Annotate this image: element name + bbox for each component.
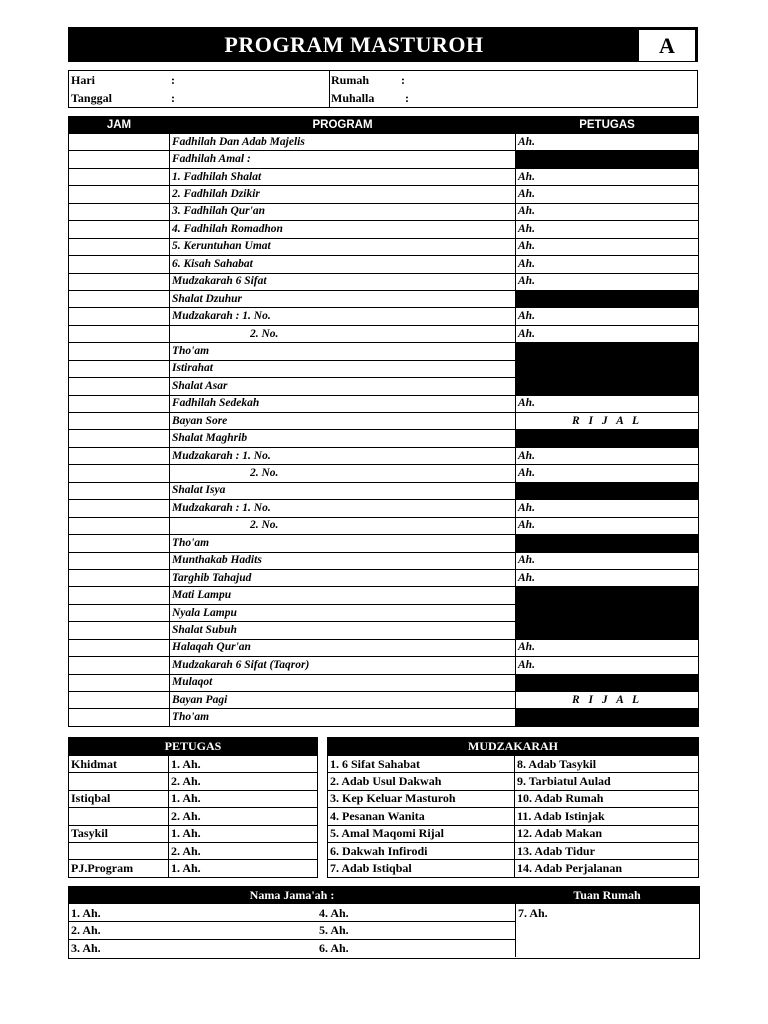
program-cell: Bayan Pagi	[170, 692, 516, 709]
petugas-cell	[516, 343, 699, 360]
program-cell: Bayan Sore	[170, 413, 516, 430]
petugas-role-cell	[69, 808, 169, 825]
petugas-cell: Ah.	[516, 465, 699, 482]
mudzakarah-row	[328, 790, 699, 807]
petugas-role-cell	[69, 773, 169, 790]
schedule-row	[69, 674, 699, 691]
petugas-cell: Ah.	[516, 134, 699, 151]
schedule-row	[69, 430, 699, 447]
petugas-cell: R I J A L	[516, 692, 699, 709]
mudzakarah-topic-cell: 9. Tarbiatul Aulad	[515, 773, 699, 790]
program-cell: Tho'am	[170, 535, 516, 552]
petugas-cell	[516, 535, 699, 552]
rumah-label: Rumah	[331, 73, 370, 87]
jam-cell	[69, 692, 170, 709]
program-cell: Mudzakarah : 1. No.	[170, 500, 516, 517]
jamaah-name-3: 3. Ah.	[71, 941, 101, 955]
petugas-row	[69, 825, 318, 842]
mudzakarah-row	[328, 825, 699, 842]
petugas-name-cell: 2. Ah.	[169, 808, 318, 825]
schedule-row	[69, 238, 699, 255]
program-cell: 6. Kisah Sahabat	[170, 256, 516, 273]
petugas-cell	[516, 360, 699, 377]
tanggal-label: Tanggal	[71, 91, 112, 105]
schedule-row	[69, 221, 699, 238]
program-cell: 1. Fadhilah Shalat	[170, 168, 516, 185]
petugas-name-cell: 1. Ah.	[169, 825, 318, 842]
petugas-cell: Ah.	[516, 552, 699, 569]
jamaah-box	[68, 886, 700, 959]
program-cell: Targhib Tahajud	[170, 569, 516, 586]
jamaah-name-6: 6. Ah.	[319, 941, 349, 955]
petugas-role-cell: Tasykil	[69, 825, 169, 842]
schedule-row	[69, 378, 699, 395]
schedule-row	[69, 186, 699, 203]
mudzakarah-topic-cell: 8. Adab Tasykil	[515, 756, 699, 773]
petugas-cell	[516, 290, 699, 307]
petugas-cell: Ah.	[516, 517, 699, 534]
page-title: PROGRAM MASTUROH	[224, 32, 484, 57]
petugas-cell: R I J A L	[516, 413, 699, 430]
schedule-row	[69, 552, 699, 569]
form-letter-badge: A	[638, 29, 696, 62]
program-cell: Tho'am	[170, 709, 516, 726]
petugas-cell: Ah.	[516, 500, 699, 517]
schedule-row	[69, 587, 699, 604]
petugas-cell	[516, 151, 699, 168]
program-cell: Tho'am	[170, 343, 516, 360]
jam-cell	[69, 308, 170, 325]
program-cell: Mulaqot	[170, 674, 516, 691]
hari-label: Hari	[71, 73, 95, 87]
mudzakarah-row	[328, 773, 699, 790]
schedule-row	[69, 256, 699, 273]
jamaah-row-line	[69, 921, 515, 922]
schedule-row	[69, 134, 699, 151]
program-cell: Nyala Lampu	[170, 604, 516, 621]
petugas-cell: Ah.	[516, 447, 699, 464]
petugas-cell: Ah.	[516, 325, 699, 342]
jamaah-name-5: 5. Ah.	[319, 923, 349, 937]
jam-cell	[69, 482, 170, 499]
jam-cell	[69, 622, 170, 639]
jam-cell	[69, 535, 170, 552]
jam-cell	[69, 256, 170, 273]
petugas-row	[69, 790, 318, 807]
program-cell: Fadhilah Dan Adab Majelis	[170, 134, 516, 151]
petugas-cell	[516, 604, 699, 621]
petugas-cell: Ah.	[516, 308, 699, 325]
program-cell: Shalat Maghrib	[170, 430, 516, 447]
jam-cell	[69, 604, 170, 621]
jam-cell	[69, 203, 170, 220]
jam-cell	[69, 447, 170, 464]
petugas-cell	[516, 587, 699, 604]
petugas-role-cell: Khidmat	[69, 756, 169, 773]
mudzakarah-topic-cell: 12. Adab Makan	[515, 825, 699, 842]
schedule-row	[69, 151, 699, 168]
muhalla-label: Muhalla	[331, 91, 375, 105]
petugas-name-cell: 1. Ah.	[169, 756, 318, 773]
petugas-cell	[516, 622, 699, 639]
program-cell: 2. No.	[170, 325, 516, 342]
jam-cell	[69, 657, 170, 674]
schedule-row	[69, 482, 699, 499]
petugas-cell: Ah.	[516, 273, 699, 290]
mudzakarah-topic-cell: 13. Adab Tidur	[515, 842, 699, 859]
jamaah-name-1: 1. Ah.	[71, 906, 101, 920]
jam-cell	[69, 639, 170, 656]
jamaah-title: Nama Jama'ah :	[249, 888, 335, 902]
hari-colon: :	[171, 73, 175, 87]
schedule-table	[68, 116, 699, 727]
jam-cell	[69, 395, 170, 412]
petugas-table	[68, 737, 318, 878]
info-divider	[329, 71, 330, 107]
program-cell: Munthakab Hadits	[170, 552, 516, 569]
jam-cell	[69, 343, 170, 360]
program-header: PROGRAM	[170, 117, 516, 134]
schedule-row	[69, 622, 699, 639]
program-cell: 4. Fadhilah Romadhon	[170, 221, 516, 238]
mudzakarah-row	[328, 756, 699, 773]
jam-cell	[69, 674, 170, 691]
schedule-row	[69, 325, 699, 342]
jam-cell	[69, 168, 170, 185]
schedule-row	[69, 709, 699, 726]
schedule-row	[69, 343, 699, 360]
petugas-cell: Ah.	[516, 221, 699, 238]
jam-cell	[69, 430, 170, 447]
program-cell: 2. Fadhilah Dzikir	[170, 186, 516, 203]
petugas-cell	[516, 709, 699, 726]
schedule-row	[69, 168, 699, 185]
petugas-cell: Ah.	[516, 569, 699, 586]
schedule-row	[69, 657, 699, 674]
program-cell: Mudzakarah 6 Sifat	[170, 273, 516, 290]
schedule-row	[69, 692, 699, 709]
schedule-row	[69, 413, 699, 430]
program-cell: Halaqah Qur'an	[170, 639, 516, 656]
petugas-name-cell: 1. Ah.	[169, 860, 318, 877]
schedule-row	[69, 535, 699, 552]
tuan-rumah-title: Tuan Rumah	[573, 888, 641, 902]
program-cell: 3. Fadhilah Qur'an	[170, 203, 516, 220]
program-cell: Mudzakarah 6 Sifat (Taqror)	[170, 657, 516, 674]
program-cell: Mati Lampu	[170, 587, 516, 604]
page-header	[68, 27, 698, 62]
petugas-cell: Ah.	[516, 639, 699, 656]
jam-cell	[69, 151, 170, 168]
petugas-cell: Ah.	[516, 238, 699, 255]
petugas-cell: Ah.	[516, 203, 699, 220]
schedule-row	[69, 500, 699, 517]
petugas-row	[69, 808, 318, 825]
jam-cell	[69, 273, 170, 290]
mudzakarah-row	[328, 842, 699, 859]
jam-cell	[69, 186, 170, 203]
petugas-row	[69, 773, 318, 790]
schedule-row	[69, 290, 699, 307]
mudzakarah-topic-cell: 3. Kep Keluar Masturoh	[328, 790, 515, 807]
mudzakarah-title: MUDZAKARAH	[328, 738, 699, 756]
jam-cell	[69, 325, 170, 342]
mudzakarah-topic-cell: 7. Adab Istiqbal	[328, 860, 515, 877]
petugas-header: PETUGAS	[516, 117, 699, 134]
program-cell: 2. No.	[170, 465, 516, 482]
tanggal-colon: :	[171, 91, 175, 105]
jam-cell	[69, 360, 170, 377]
schedule-row	[69, 604, 699, 621]
schedule-row	[69, 639, 699, 656]
petugas-name-cell: 2. Ah.	[169, 842, 318, 859]
muhalla-colon: :	[405, 91, 409, 105]
petugas-role-cell: PJ.Program	[69, 860, 169, 877]
petugas-role-cell	[69, 842, 169, 859]
mudzakarah-topic-cell: 10. Adab Rumah	[515, 790, 699, 807]
petugas-role-cell: Istiqbal	[69, 790, 169, 807]
mudzakarah-topic-cell: 2. Adab Usul Dakwah	[328, 773, 515, 790]
jam-cell	[69, 709, 170, 726]
jam-cell	[69, 587, 170, 604]
petugas-row	[69, 842, 318, 859]
petugas-cell: Ah.	[516, 256, 699, 273]
petugas-cell	[516, 430, 699, 447]
schedule-row	[69, 569, 699, 586]
jam-cell	[69, 134, 170, 151]
rumah-colon: :	[401, 73, 405, 87]
schedule-row	[69, 517, 699, 534]
jamaah-name-2: 2. Ah.	[71, 923, 101, 937]
jamaah-row-line	[69, 939, 515, 940]
jam-cell	[69, 238, 170, 255]
petugas-row	[69, 756, 318, 773]
jam-header: JAM	[69, 117, 170, 134]
program-cell: Shalat Isya	[170, 482, 516, 499]
mudzakarah-row	[328, 808, 699, 825]
petugas-cell: Ah.	[516, 395, 699, 412]
petugas-name-cell: 2. Ah.	[169, 773, 318, 790]
petugas-cell	[516, 482, 699, 499]
program-cell: Shalat Dzuhur	[170, 290, 516, 307]
schedule-row	[69, 395, 699, 412]
petugas-row	[69, 860, 318, 877]
petugas-cell: Ah.	[516, 168, 699, 185]
petugas-cell: Ah.	[516, 657, 699, 674]
jam-cell	[69, 378, 170, 395]
mudzakarah-row	[328, 860, 699, 877]
jam-cell	[69, 500, 170, 517]
program-cell: 5. Keruntuhan Umat	[170, 238, 516, 255]
mudzakarah-topic-cell: 14. Adab Perjalanan	[515, 860, 699, 877]
jamaah-name-7: 7. Ah.	[518, 906, 548, 920]
program-cell: Mudzakarah : 1. No.	[170, 447, 516, 464]
schedule-row	[69, 360, 699, 377]
jam-cell	[69, 517, 170, 534]
jamaah-name-4: 4. Ah.	[319, 906, 349, 920]
program-cell: 2. No.	[170, 517, 516, 534]
jam-cell	[69, 413, 170, 430]
schedule-row	[69, 465, 699, 482]
schedule-header-row	[69, 117, 699, 134]
jam-cell	[69, 552, 170, 569]
petugas-title: PETUGAS	[69, 738, 318, 756]
program-cell: Shalat Asar	[170, 378, 516, 395]
schedule-row	[69, 447, 699, 464]
petugas-cell	[516, 378, 699, 395]
petugas-cell	[516, 674, 699, 691]
schedule-row	[69, 273, 699, 290]
jam-cell	[69, 221, 170, 238]
mudzakarah-topic-cell: 11. Adab Istinjak	[515, 808, 699, 825]
petugas-name-cell: 1. Ah.	[169, 790, 318, 807]
program-cell: Fadhilah Sedekah	[170, 395, 516, 412]
schedule-row	[69, 203, 699, 220]
program-cell: Istirahat	[170, 360, 516, 377]
info-box	[68, 70, 698, 108]
mudzakarah-topic-cell: 4. Pesanan Wanita	[328, 808, 515, 825]
program-cell: Shalat Subuh	[170, 622, 516, 639]
mudzakarah-topic-cell: 6. Dakwah Infirodi	[328, 842, 515, 859]
mudzakarah-table	[327, 737, 699, 878]
petugas-cell: Ah.	[516, 186, 699, 203]
program-cell: Mudzakarah : 1. No.	[170, 308, 516, 325]
mudzakarah-topic-cell: 1. 6 Sifat Sahabat	[328, 756, 515, 773]
mudzakarah-topic-cell: 5. Amal Maqomi Rijal	[328, 825, 515, 842]
program-cell: Fadhilah Amal :	[170, 151, 516, 168]
jam-cell	[69, 569, 170, 586]
jam-cell	[69, 465, 170, 482]
schedule-row	[69, 308, 699, 325]
jam-cell	[69, 290, 170, 307]
